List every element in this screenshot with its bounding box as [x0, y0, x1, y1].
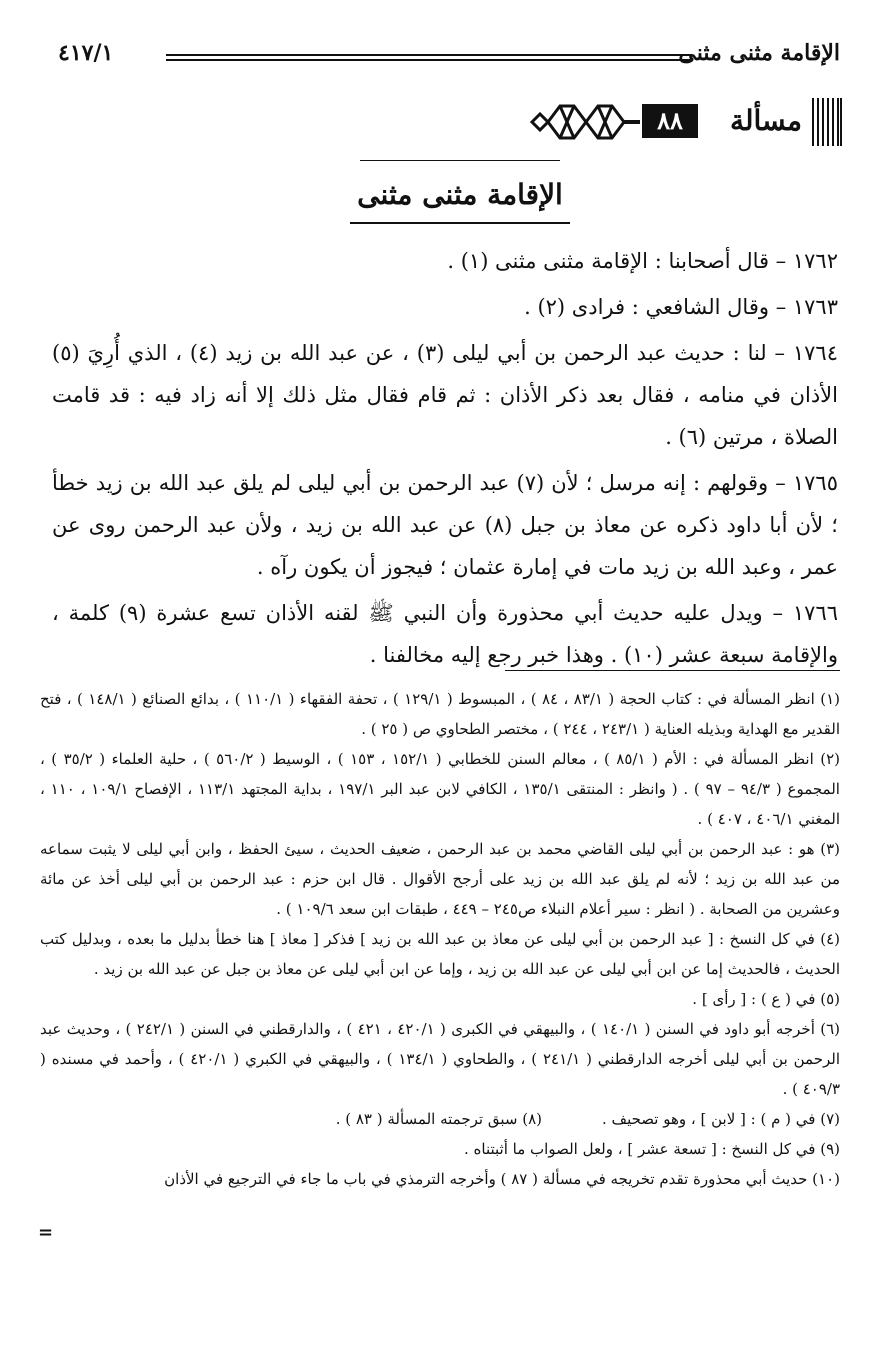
paragraph-1763: ١٧٦٣ – وقال الشافعي : فرادى (٢) .	[524, 295, 838, 319]
page-number: ٤١٧/١	[58, 40, 114, 66]
footnote-7: (٧) في ( م ) : [ لابن ] ، وهو تصحيف .	[602, 1110, 840, 1128]
footnote-9: (٩) في كل النسخ : [ تسعة عشر ] ، ولعل الصواب ما أثبتناه .	[464, 1140, 840, 1158]
footnotes	[40, 684, 840, 1194]
running-title: الإقامة مثنى مثنى	[678, 40, 840, 66]
paragraph-1764: ١٧٦٤ – لنا : حديث عبد الرحمن بن أبي ليلى (٣) ، عن عبد الله بن زيد (٤) ، الذي أُرِيَ (٥) الأذان في منامه ، فقال بعد ذكر الأذان : ثم قام فقال مثل ذلك إلا أنه زاد فيه : قد قامت الصلاة ، مرتين (٦) .	[52, 341, 838, 449]
section-title: الإقامة مثنى مثنى	[357, 178, 563, 211]
running-header	[58, 36, 840, 76]
footnote-8: (٨) سبق ترجمته المسألة ( ٨٣ ) .	[335, 1110, 542, 1128]
title-underline	[350, 222, 570, 224]
title-top-rule	[360, 160, 560, 161]
footnote-4: (٤) في كل النسخ : [ عبد الرحمن بن أبي ليلى عن معاذ بن عبد الله بن زيد ] فذكر [ معاذ ] هنا خطأ بدليل ما بعده ، وبدليل كتب الحديث ، فالحديث إما عن ابن أبي ليلى عن عبد الله بن زيد ، وإما عن ابن أبي ليلى عن معاذ بن جبل عن عبد الله بن زيد .	[40, 930, 840, 978]
footnote-3: (٣) هو : عبد الرحمن بن أبي ليلى القاضي محمد بن عبد الرحمن ، ضعيف الحديث ، سيئ الحفظ ، وابن أبي ليلى لا يثبت سماعه من عبد الله بن زيد ؛ لأنه لم يلق عبد الله بن زيد على أرجح الأقوال . قال ابن حزم : عبد الرحمن بن أبي ليلى أخذ عن مائة وعشرين من الصحابة . ( انظر : سير أعلام النبلاء ص٢٤٥ – ٤٤٩ ، طبقات ابن سعد ١٠٩/٦ ) .	[40, 840, 840, 918]
footnote-1: (١) انظر المسألة في : كتاب الحجة ( ٨٣/١ ، ٨٤ ) ، المبسوط ( ١٢٩/١ ) ، تحفة الفقهاء ( ١١٠/١ ) ، بدائع الصنائع ( ١٤٨/١ ) ، فتح القدير مع الهداية وبذيله العناية ( ٢٤٣/١ ، ٢٤٤ ) ، مختصر الطحاوي ص ( ٢٥ ) .	[40, 690, 841, 738]
footnote-10: (١٠) حديث أبي محذورة تقدم تخريجه في مسألة ( ٨٧ ) وأخرجه الترمذي في باب ما جاء في الترجيع في الأذان	[164, 1170, 840, 1188]
footnote-5: (٥) في ( ع ) : [ رأى ] .	[692, 990, 840, 1008]
continuation-mark: =	[38, 1222, 54, 1243]
paragraph-1765: ١٧٦٥ – وقولهم : إنه مرسل ؛ لأن (٧) عبد الرحمن بن أبي ليلى لم يلق عبد الله بن زيد خطأ ؛ لأن أبا داود ذكره عن معاذ بن جبل (٨) عن عبد الله بن زيد ، ولأن عبد الرحمن روى عن عمر ، وعبد الله بن زيد مات في إمارة عثمان ؛ فيجوز أن يكون رآه .	[52, 471, 838, 579]
masala-label: مسألة	[729, 104, 802, 137]
paragraph-1766: ١٧٦٦ – ويدل عليه حديث أبي محذورة وأن النبي ﷺ لقنه الأذان تسع عشرة (٩) كلمة ، والإقامة سبعة عشر (١٠) . وهذا خبر رجع إليه مخالفنا .	[52, 601, 839, 667]
footnote-6: (٦) أخرجه أبو داود في السنن ( ١٤٠/١ ) ، والبيهقي في الكبرى ( ٤٢٠/١ ، ٤٢١ ) ، والدارقطني في السنن ( ٢٤٢/١ ) ، وحديث عبد الرحمن بن أبي ليلى أخرجه الدارقطني ( ٢٤١/١ ) ، والطحاوي ( ١٣٤/١ ) ، والبيهقي في الكبري ( ٤٢٠/١ ) ، وأحمد في مسنده ( ٤٠٩/٣ ) .	[40, 1020, 840, 1098]
masala-banner	[530, 98, 842, 146]
paragraph-1762: ١٧٦٢ – قال أصحابنا : الإقامة مثنى مثنى (١) .	[447, 249, 838, 273]
hatch-ornament	[812, 98, 842, 146]
footnote-separator	[505, 670, 840, 671]
footnote-row-7-8	[40, 1104, 840, 1134]
footnote-2: (٢) انظر المسألة في : الأم ( ٨٥/١ ) ، معالم السنن للخطابي ( ١٥٢/١ ، ١٥٣ ) ، الوسيط ( ٥٦٠/٢ ) ، حلية العلماء ( ٣٥/٢ ) ، المجموع ( ٩٤/٣ – ٩٧ ) . ( وانظر : المنتقى ١٣٥/١ ، الكافي لابن عبد البر ١٩٧/١ ، بداية المجتهد ١١٣/١ ، الإفصاح ١٠٩/١ ، ١١٠ ، المغني ٤٠٦/١ ، ٤٠٧ ) .	[40, 750, 840, 828]
geometric-ornament-icon	[530, 98, 640, 146]
header-rule	[166, 54, 692, 56]
header-rule-2	[166, 59, 692, 61]
masala-number: ٨٨	[642, 104, 698, 138]
